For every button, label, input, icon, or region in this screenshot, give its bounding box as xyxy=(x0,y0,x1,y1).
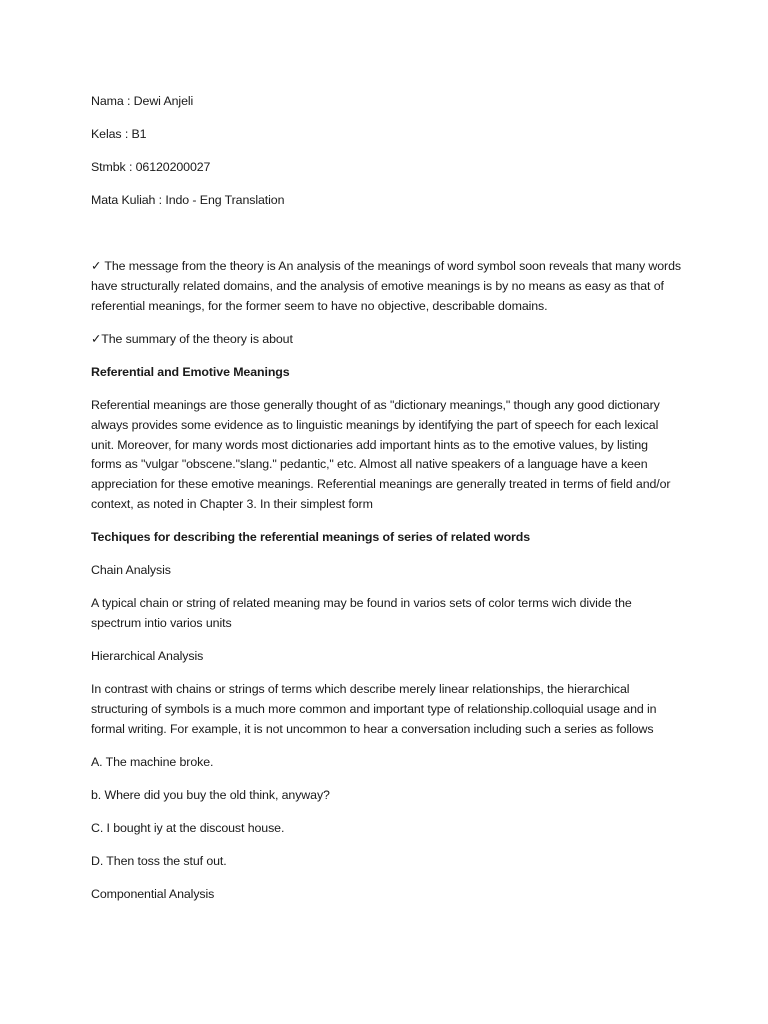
student-id: Stmbk : 06120200027 xyxy=(91,160,211,175)
hierarchical-analysis-paragraph: In contrast with chains or strings of terms which describe merely linear relationships, the hierarchical structuring of symbols is a much more common and important type of relationship.colloquial usage and in formal writing. For example, it is not uncommon to hear a conversation including such a series as follows xyxy=(91,682,657,736)
example-sentence-c: C. I bought iy at the discoust house. xyxy=(91,821,285,836)
example-sentence-a: A. The machine broke. xyxy=(91,754,214,769)
theory-summary-intro: ✓The summary of the theory is about xyxy=(91,331,293,346)
heading-techniques: Techiques for describing the referential meanings of series of related words xyxy=(91,530,531,545)
referential-paragraph: Referential meanings are those generally thought of as "dictionary meanings," though any good dictionary always provides some evidence as to linguistic meanings by identifying the part of speech for each lexical unit. Moreover, for many words most dictionaries add important hints as to the emotive values, by listing forms as "vulgar "obscene."slang." pedantic," etc. Almost all native speakers of a language have a keen appreciation for these emotive meanings. Referential meanings are generally treated in terms of field and/or context, as noted in Chapter 3. In their simplest form xyxy=(91,397,671,511)
example-sentence-d: D. Then toss the stuf out. xyxy=(91,854,227,869)
chain-analysis-paragraph: A typical chain or string of related meaning may be found in varios sets of color terms wich divide the spectrum intio varios units xyxy=(91,596,632,631)
heading-hierarchical-analysis: Hierarchical Analysis xyxy=(91,649,204,664)
example-sentence-b: b. Where did you buy the old think, anyway? xyxy=(91,787,330,802)
student-name: Nama : Dewi Anjeli xyxy=(91,94,194,108)
heading-referential-emotive: Referential and Emotive Meanings xyxy=(91,364,290,379)
document-page xyxy=(91,92,681,905)
theory-message-paragraph: ✓ The message from the theory is An analysis of the meanings of word symbol soon reveals that many words have structurally related domains, and the analysis of emotive meanings is by no means as easy as that of referential meanings, for the former seem to have no objective, describable domains. xyxy=(91,259,681,313)
heading-chain-analysis: Chain Analysis xyxy=(91,563,171,578)
heading-componential-analysis: Componential Analysis xyxy=(91,887,215,902)
course-name: Mata Kuliah : Indo - Eng Translation xyxy=(91,193,285,208)
student-class: Kelas : B1 xyxy=(91,127,147,142)
